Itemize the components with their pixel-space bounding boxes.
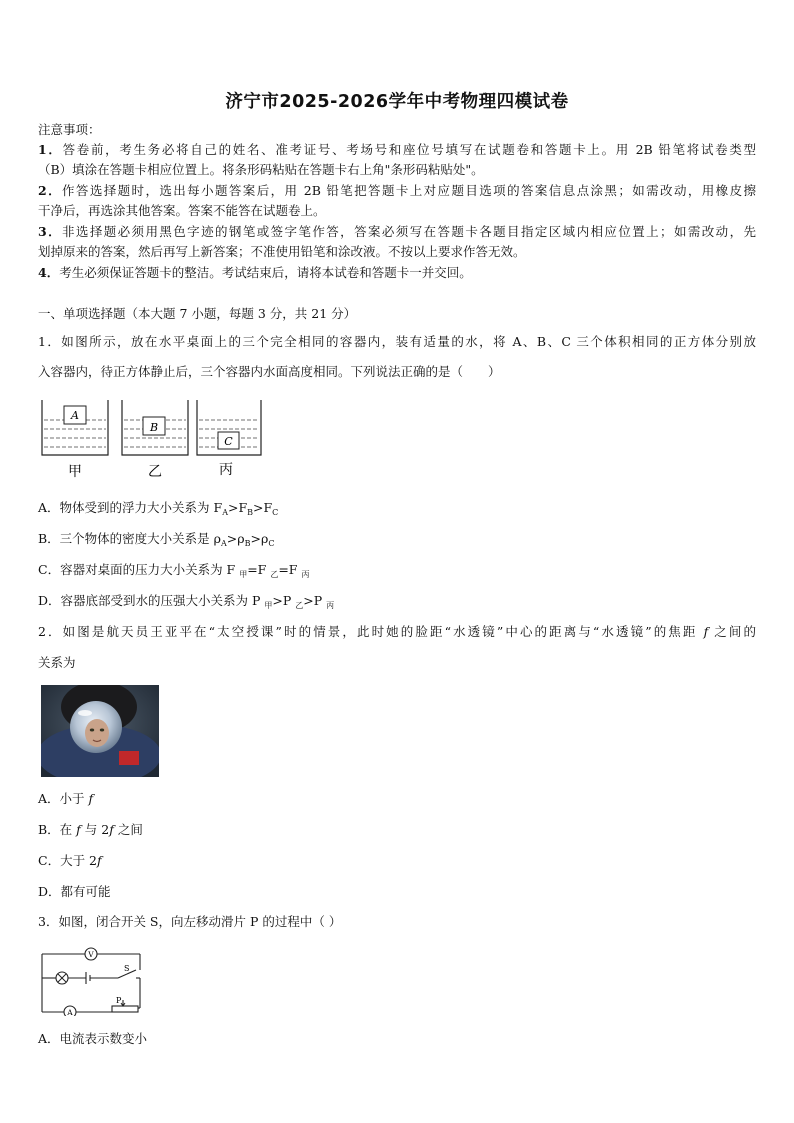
q1-option-d	[38, 593, 334, 609]
subscript: C	[268, 539, 275, 548]
notice-item-2-cont	[38, 203, 326, 219]
option-text: >ρ	[250, 531, 269, 546]
q1-option-c	[38, 562, 309, 578]
lamp-icon	[56, 972, 68, 984]
subscript: A	[221, 539, 227, 548]
q2-option-d: D．都有可能	[38, 884, 111, 899]
switch-label: S	[124, 964, 130, 973]
option-text: B．三个物体的密度大小关系是 ρ	[38, 531, 222, 546]
q2-stem-line1	[38, 624, 756, 640]
option-text: D．容器底部受到水的压强大小关系为 P	[38, 593, 265, 608]
notice-item-text: 非选择题必须用黑色字迹的钢笔或签字笔作答，答案必须写在答题卡各题目指定区域内相应位置上；如需改动，先	[62, 224, 756, 239]
option-text: C．大于 2	[38, 853, 97, 868]
q1-option-a	[38, 500, 278, 516]
subscript: 甲	[264, 601, 273, 610]
container-label-jia: 甲	[68, 464, 82, 480]
subscript: 丙	[326, 601, 335, 610]
option-text: =F	[278, 562, 302, 577]
notice-item-3-cont	[38, 244, 526, 260]
notice-item-text: 考生必须保证答题卡的整洁。考试结束后，请将本试卷和答题卡一并交回。	[59, 265, 472, 280]
subscript: 甲	[239, 570, 248, 579]
section-heading: 一、单项选择题（本大题 7 小题，每题 3 分，共 21 分）	[38, 306, 357, 321]
notice-heading: 注意事项：	[38, 122, 101, 137]
subscript: 乙	[270, 570, 279, 579]
q1-option-b	[38, 531, 274, 547]
subscript: A	[222, 508, 228, 517]
focal-symbol: f	[88, 791, 94, 806]
option-text: >P	[272, 593, 296, 608]
notice-item-text: （B）填涂在答题卡相应位置上。将条形码粘贴在答题卡右上角"条形码粘贴处"。	[38, 162, 484, 177]
notice-item-text: 答卷前，考生务必将自己的姓名、准考证号、考场号和座位号填写在试题卷和答题卡上。用 2B 铅笔将试卷类型	[62, 142, 757, 157]
option-text: A．小于	[38, 791, 89, 806]
notice-item-text: 干净后，再选涂其他答案。答案不能答在试题卷上。	[38, 203, 326, 218]
notice-item-1	[38, 142, 756, 158]
astronaut-water-lens-photo	[41, 685, 159, 777]
option-text: >F	[253, 500, 273, 515]
option-text: =F	[247, 562, 271, 577]
option-text: >F	[227, 500, 248, 515]
subscript: B	[247, 508, 254, 517]
option-text: B．在	[38, 822, 77, 837]
cube-label-b: B	[149, 421, 159, 434]
option-text: >ρ	[226, 531, 245, 546]
notice-item-3	[38, 224, 756, 240]
q2-option-b	[38, 822, 143, 838]
q3-option-a: A．电流表示数变小	[38, 1031, 148, 1046]
q1-figure-containers	[38, 396, 274, 480]
focal-symbol: f	[76, 822, 81, 837]
option-text: 之间	[113, 822, 143, 837]
notice-item-text: 作答选择题时，选出每小题答案后，用 2B 铅笔把答题卡上对应题目选项的答案信息点涂黑；如需改动，用橡皮擦	[62, 183, 756, 198]
notice-item-number: 3．	[38, 224, 63, 239]
subscript: 乙	[295, 601, 304, 610]
subscript: 丙	[301, 570, 310, 579]
option-text: A．物体受到的浮力大小关系为 F	[38, 500, 223, 515]
q1-stem-line2: 入容器内，待正方体静止后，三个容器内水面高度相同。下列说法正确的是（ ）	[38, 364, 501, 379]
notice-item-number: 1．	[38, 142, 63, 157]
q1-stem-line1: 1．如图所示，放在水平桌面上的三个完全相同的容器内，装有适量的水，将 A、B、C 三个体积相同的正方体分别放	[38, 334, 756, 349]
notice-item-1-cont	[38, 162, 484, 178]
q2-stem-line2: 关系为	[38, 655, 76, 670]
notice-item-4	[38, 265, 472, 281]
q2-option-c	[38, 853, 102, 869]
cube-label-c: C	[224, 435, 233, 448]
container-label-bing: 丙	[219, 462, 233, 478]
notice-item-number: 2．	[38, 183, 63, 198]
ammeter-label: A	[67, 1008, 73, 1016]
q2-option-a	[38, 791, 93, 807]
stem-text: 2．如图是航天员王亚平在“太空授课”时的情景，此时她的脸距“水透镜”中心的距离与“水透镜”的焦距	[38, 624, 704, 639]
stem-text: 之间的	[708, 624, 756, 639]
notice-item-number: 4．	[38, 265, 60, 280]
notice-item-2	[38, 183, 756, 199]
option-text: C．容器对桌面的压力大小关系为 F	[38, 562, 240, 577]
subscript: B	[244, 539, 251, 548]
slider-label: P	[116, 996, 122, 1005]
q3-circuit-diagram	[38, 944, 144, 1016]
focal-symbol: f	[703, 624, 709, 639]
voltmeter-label: V	[88, 950, 94, 959]
page-title: 济宁市2025-2026学年中考物理四模试卷	[225, 92, 569, 112]
subscript: C	[272, 508, 279, 517]
option-text: 与 2	[80, 822, 110, 837]
cube-label-a: A	[71, 409, 79, 422]
focal-symbol: f	[97, 853, 102, 868]
option-text: >P	[303, 593, 327, 608]
container-label-yi: 乙	[148, 464, 162, 480]
q3-stem-line1: 3．如图，闭合开关 S，向左移动滑片 P 的过程中（ ）	[38, 914, 342, 929]
focal-symbol: f	[109, 822, 114, 837]
notice-item-text: 划掉原来的答案，然后再写上新答案；不准使用铅笔和涂改液。不按以上要求作答无效。	[38, 244, 526, 259]
